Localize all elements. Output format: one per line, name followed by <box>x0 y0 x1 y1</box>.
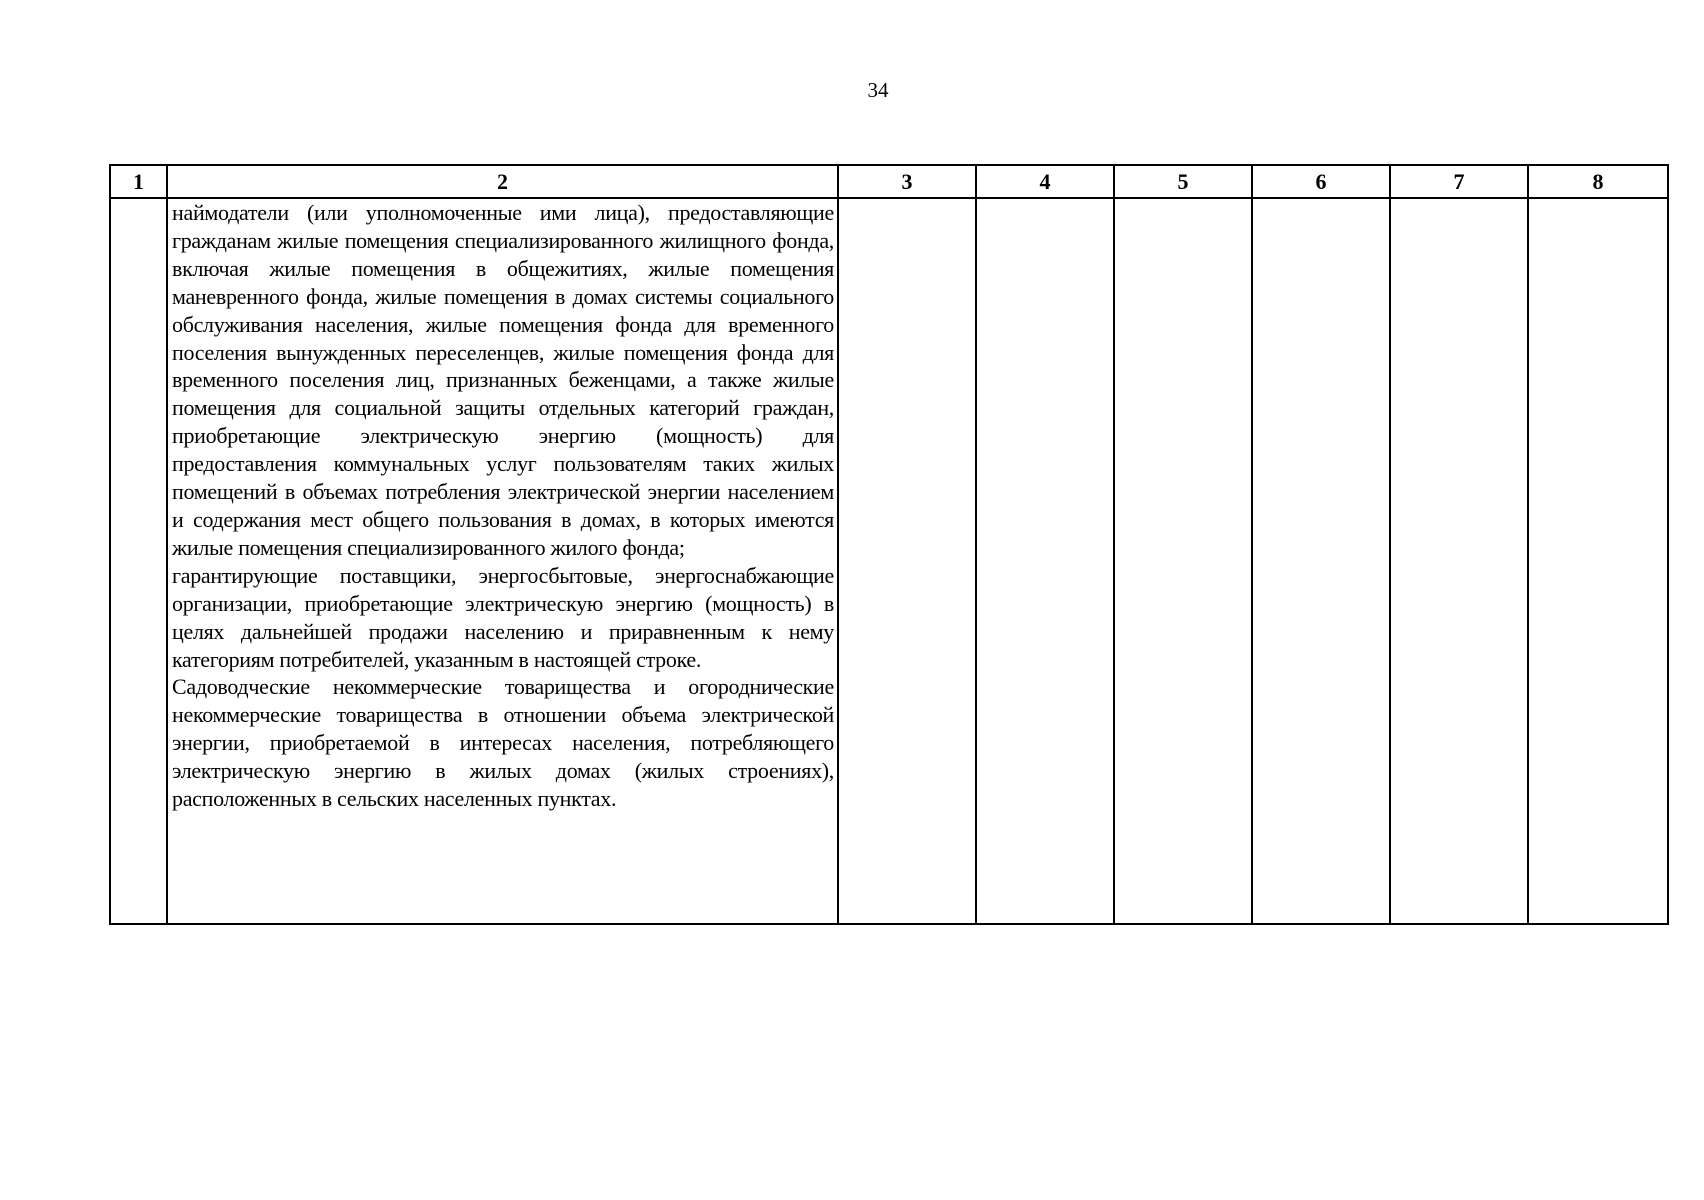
paragraph-gardening: Садоводческие некоммерческие товарищества и огороднические некоммерческие товарищества в отношении объема электрической энергии, приобретаемой в интересах населения, потребляющего электрическую энергию в жилых домах (жилых строениях), расположенных в сельских населенных пунктах. <box>172 674 834 812</box>
cell-col-3 <box>838 198 976 924</box>
table-header-row <box>110 165 1668 198</box>
table-row <box>110 198 1668 924</box>
cell-col-5 <box>1114 198 1252 924</box>
cell-col-6 <box>1252 198 1390 924</box>
column-header-4: 4 <box>976 165 1114 198</box>
column-header-1: 1 <box>110 165 167 198</box>
column-header-3: 3 <box>838 165 976 198</box>
column-header-6: 6 <box>1252 165 1390 198</box>
cell-col-8 <box>1528 198 1668 924</box>
page-number: 34 <box>867 78 889 102</box>
cell-col-2 <box>167 198 838 924</box>
cell-col-1 <box>110 198 167 924</box>
column-header-8: 8 <box>1528 165 1668 198</box>
paragraph-suppliers: гарантирующие поставщики, энергосбытовые, энергоснабжающие организации, приобретающие электрическую энергию (мощность) в целях дальнейшей продажи населению и приравненным к нему категориям потребителей, указанным в настоящей строке. <box>172 562 834 672</box>
column-header-7: 7 <box>1390 165 1528 198</box>
column-header-2: 2 <box>167 165 838 198</box>
column-header-5: 5 <box>1114 165 1252 198</box>
cell-col-4 <box>976 198 1114 924</box>
paragraph-landlords: наймодатели (или уполномоченные ими лица), предоставляющие гражданам жилые помещения специализированного жилищного фонда, включая жилые помещения в общежитиях, жилые помещения маневренного фонда, жилые помещения в домах системы социального обслуживания населения, жилые помещения фонда для временного поселения вынужденных переселенцев, жилые помещения фонда для временного поселения лиц, признанных беженцами, а также жилые помещения для социальной защиты отдельных категорий граждан, приобретающие электрическую энергию (мощность) для предоставления коммунальных услуг пользователям таких жилых помещений в объемах потребления электрической энергии населением и содержания мест общего пользования в домах, в которых имеются жилые помещения специализированного жилого фонда; <box>172 200 834 560</box>
data-table <box>109 164 1669 925</box>
cell-col-7 <box>1390 198 1528 924</box>
